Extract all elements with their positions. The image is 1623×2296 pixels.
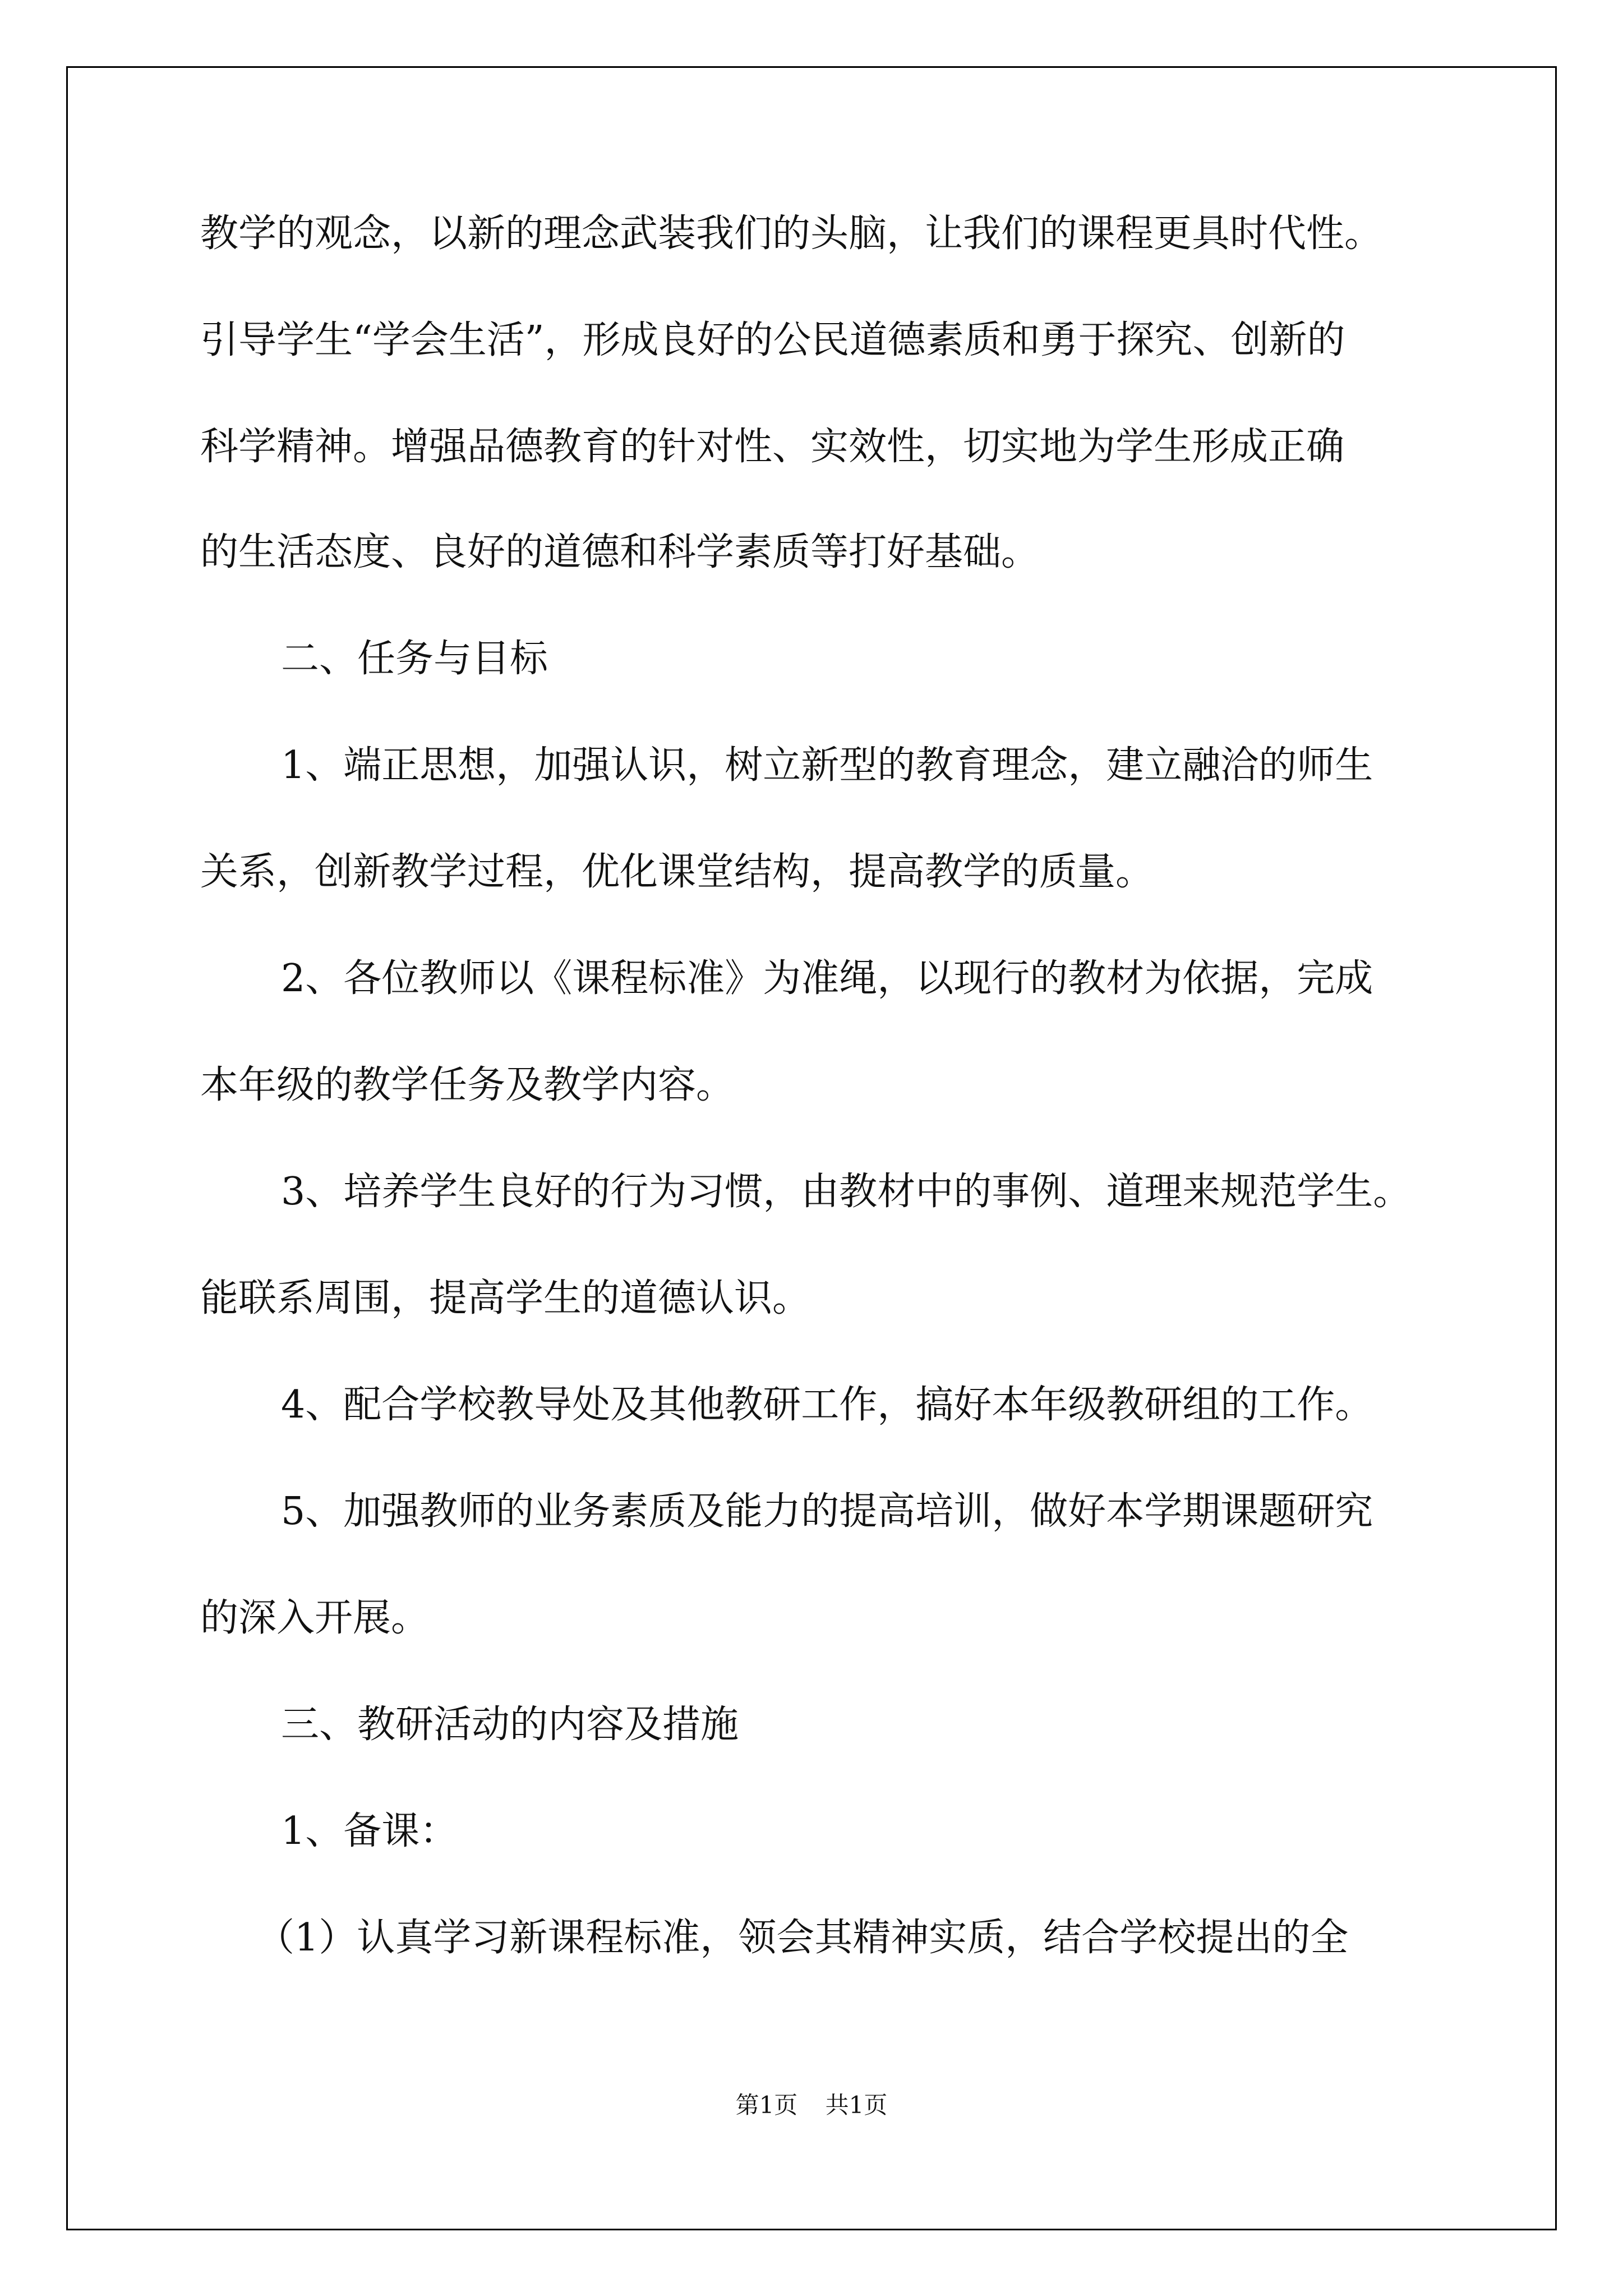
page-number: 第1页 xyxy=(735,2091,798,2119)
text-line: 4、配合学校教导处及其他教研工作，搞好本年级教研组的工作。 xyxy=(281,1383,1373,1427)
text-line: 1、端正思想，加强认识，树立新型的教育理念，建立融洽的师生 xyxy=(281,743,1373,788)
page-total: 共1页 xyxy=(825,2091,888,2119)
text-line: 3、培养学生良好的行为习惯，由教材中的事例、道理来规范学生。 xyxy=(281,1170,1412,1214)
text-line: （1）认真学习新课程标准，领会其精神实质，结合学校提出的全 xyxy=(256,1916,1349,1960)
text-line: 的生活态度、良好的道德和科学素质等打好基础。 xyxy=(200,530,1040,574)
section-heading: 三、教研活动的内容及措施 xyxy=(281,1703,739,1747)
text-line: 2、各位教师以《课程标准》为准绳，以现行的教材为依据，完成 xyxy=(281,956,1373,1001)
text-line: 引导学生“学会生活”，形成良好的公民道德素质和勇于探究、创新的 xyxy=(200,318,1345,362)
text-line: 5、加强教师的业务素质及能力的提高培训，做好本学期课题研究 xyxy=(281,1489,1373,1534)
page-footer xyxy=(0,2087,1623,2120)
text-line: 关系，创新教学过程，优化课堂结构，提高教学的质量。 xyxy=(200,850,1154,894)
text-line: 本年级的教学任务及教学内容。 xyxy=(200,1063,735,1107)
text-line: 1、备课： xyxy=(281,1809,458,1853)
text-line: 能联系周围，提高学生的道德认识。 xyxy=(200,1276,811,1320)
text-line: 的深入开展。 xyxy=(200,1596,430,1640)
text-line: 教学的观念，以新的理念武装我们的头脑，让我们的课程更具时代性。 xyxy=(200,211,1383,256)
section-heading: 二、任务与目标 xyxy=(281,637,548,681)
text-line: 科学精神。增强品德教育的针对性、实效性，切实地为学生形成正确 xyxy=(200,425,1345,469)
page-border xyxy=(66,66,1557,2230)
